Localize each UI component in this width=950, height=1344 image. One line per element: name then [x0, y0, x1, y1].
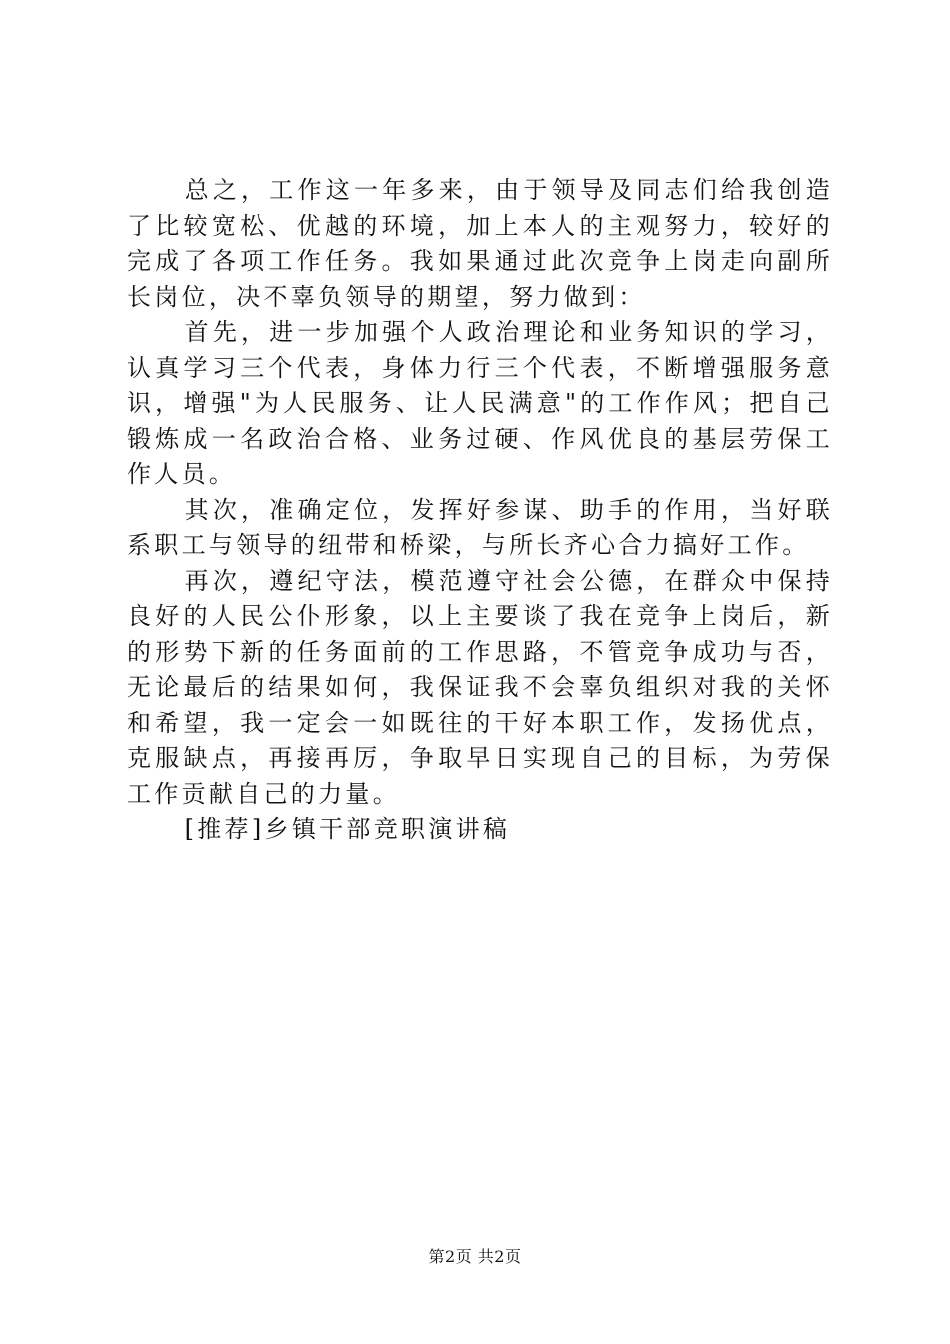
recommended-link-title: [推荐]乡镇干部竞职演讲稿 — [184, 815, 511, 843]
paragraph-third: 再次，遵纪守法，模范遵守社会公德，在群众中保持良好的人民公仆形象，以上主要谈了我在竞争上岗后，新的形势下新的任务面前的工作思路，不管竞争成功与否，无论最后的结果如何，我保证我不会辜负组织对我的关怀和希望，我一定会一如既往的干好本职工作，发扬优点，克服缺点，再接再厉，争取早日实现自己的目标，为劳保工作贡献自己的力量。 — [127, 566, 833, 808]
paragraph-first: 首先，进一步加强个人政治理论和业务知识的学习，认真学习三个代表，身体力行三个代表，不断增强服务意识，增强"为人民服务、让人民满意"的工作作风；把自己锻炼成一名政治合格、业务过硬、作风优良的基层劳保工作人员。 — [127, 318, 833, 488]
paragraph-second: 其次，准确定位，发挥好参谋、助手的作用，当好联系职工与领导的纽带和桥梁，与所长齐心合力搞好工作。 — [127, 495, 833, 559]
document-body — [127, 173, 833, 848]
paragraph-summary: 总之，工作这一年多来，由于领导及同志们给我创造了比较宽松、优越的环境，加上本人的主观努力，较好的完成了各项工作任务。我如果通过此次竞争上岗走向副所长岗位，决不辜负领导的期望，努力做到： — [127, 176, 833, 311]
page-footer: 第2页 共2页 — [428, 1247, 522, 1266]
